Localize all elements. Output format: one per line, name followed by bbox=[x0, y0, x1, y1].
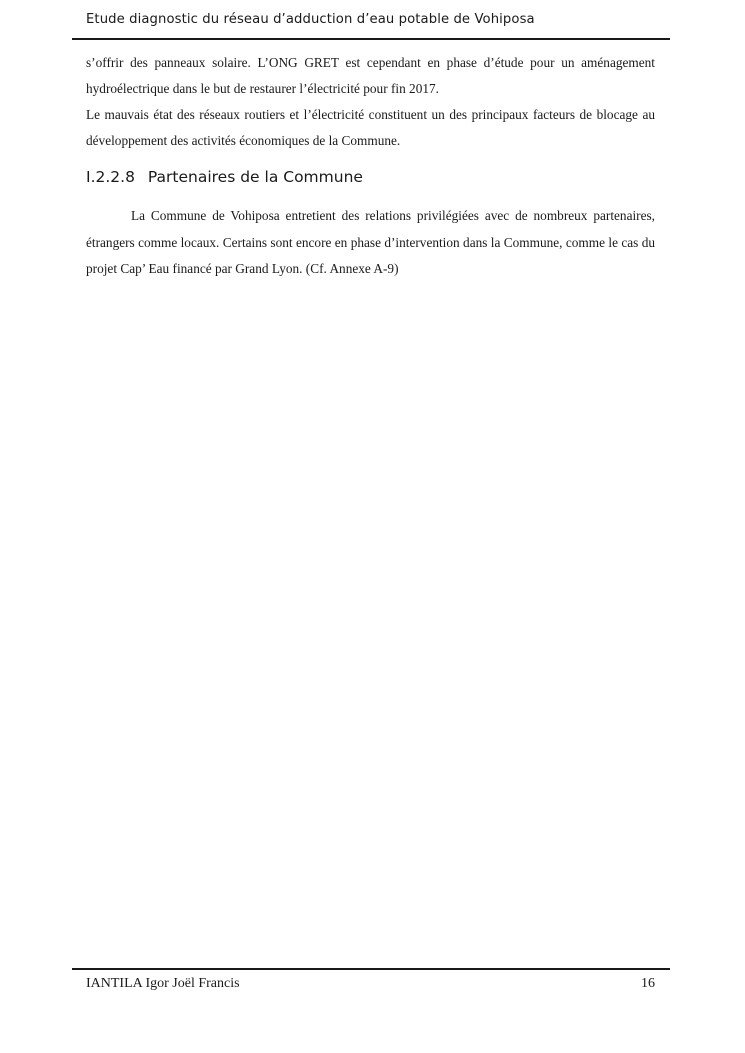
section-title: Partenaires de la Commune bbox=[147, 168, 363, 186]
running-header: Etude diagnostic du réseau d’adduction d’eau potable de Vohiposa bbox=[86, 12, 535, 27]
footer-author: IANTILA Igor Joël Francis bbox=[86, 976, 240, 991]
body-text-top bbox=[86, 50, 655, 154]
page-number: 16 bbox=[641, 976, 655, 991]
paragraph-partners: La Commune de Vohiposa entretient des relations privilégiées avec de nombreux partenaires, étrangers comme locaux. Certains sont encore en phase d’intervention dans la Commune, comme le cas du projet Cap’ Eau financé par Grand Lyon. (Cf. Annexe A-9) bbox=[86, 208, 655, 276]
section-number: I.2.2.8 bbox=[86, 168, 135, 186]
header-divider bbox=[72, 38, 670, 40]
footer-divider bbox=[72, 968, 670, 970]
body-text-partners bbox=[86, 203, 655, 283]
section-heading bbox=[86, 168, 655, 186]
paragraph-road-network: Le mauvais état des réseaux routiers et l’électricité constituent un des principaux facteurs de blocage au développement des activités économiques de la Commune. bbox=[86, 107, 655, 148]
paragraph-solar-electricity: s’offrir des panneaux solaire. L’ONG GRET est cependant en phase d’étude pour un aménagement hydroélectrique dans le but de restaurer l’électricité pour fin 2017. bbox=[86, 55, 655, 96]
